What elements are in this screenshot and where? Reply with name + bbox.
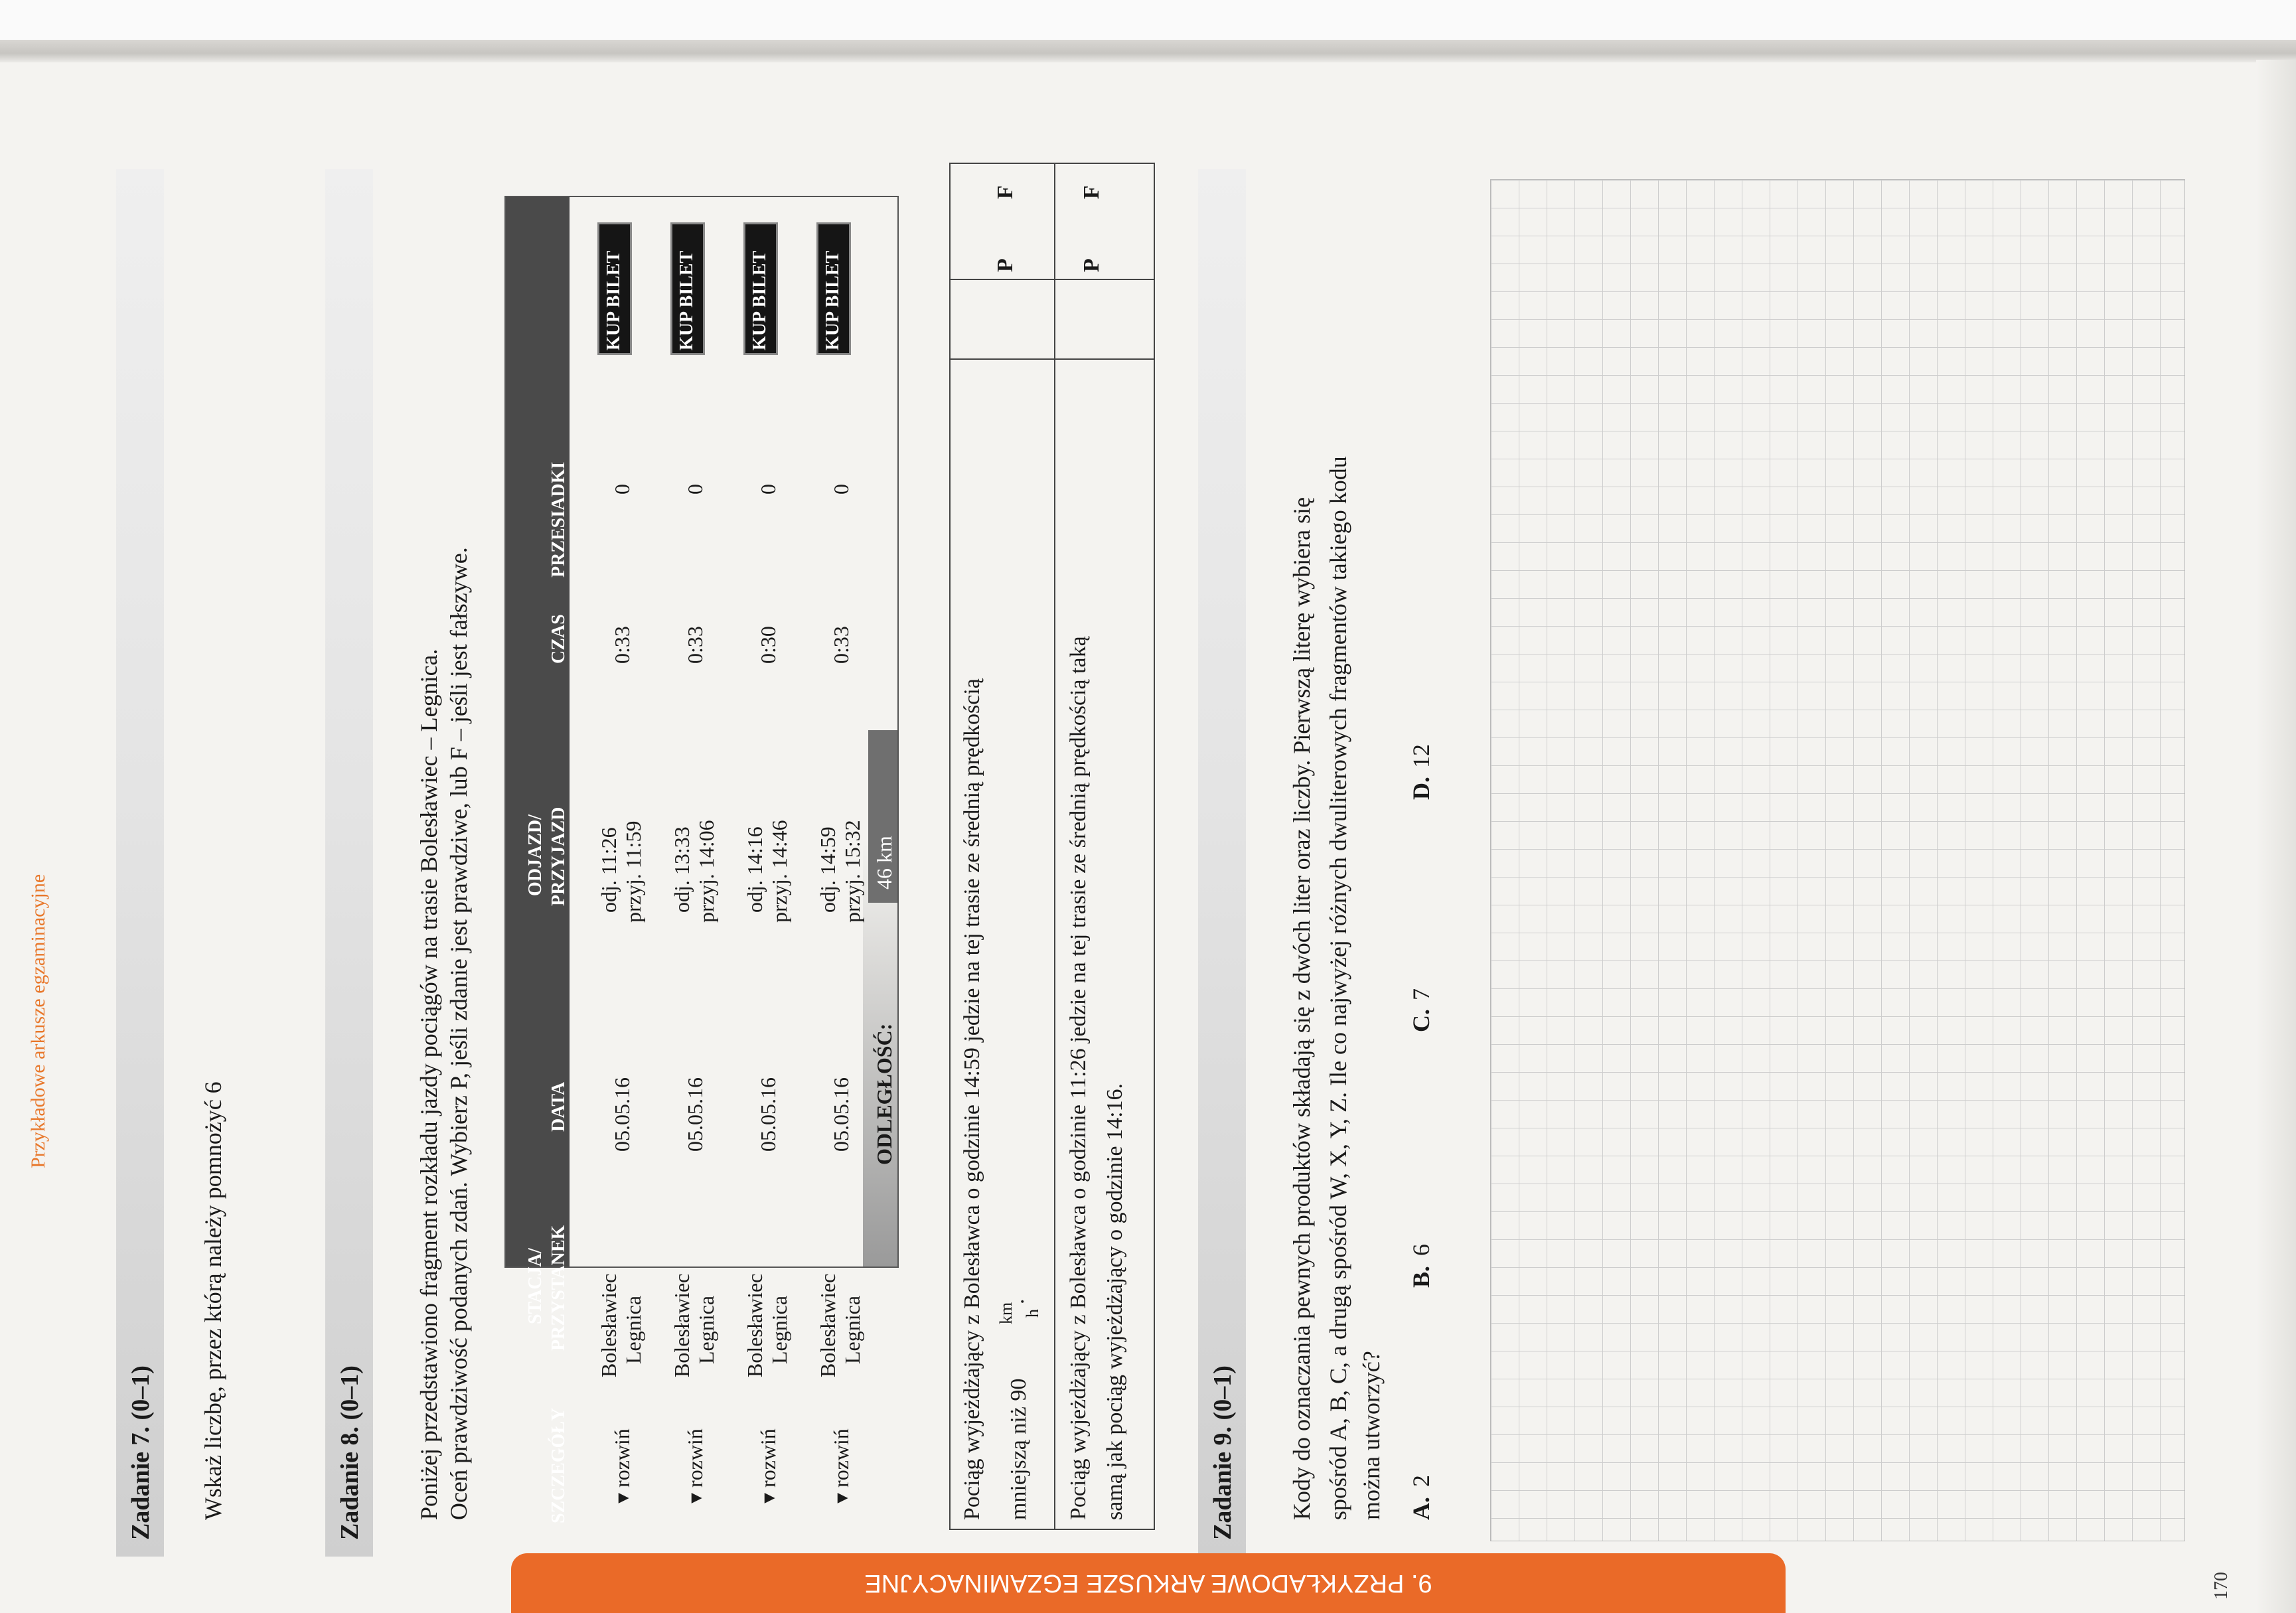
- side-tab-label-screen: 9. PRZYKŁADOWE ARKUSZE EGZAMINACYJNE: [864, 1569, 1432, 1598]
- task9-title: Zadanie 9. (0–1): [1209, 1365, 1237, 1540]
- pf-col-divider: [949, 358, 1155, 360]
- col-header-transfers: PRZESIADKI: [548, 461, 569, 577]
- task8-intro-line2: Oceń prawdziwość podanych zdań. Wybierz P, jeśli zdanie jest prawdziwe, lub F – jeśli jest fałszywe.: [445, 547, 472, 1520]
- row-dep: odj. 11:26: [597, 827, 621, 913]
- row-details: ▾ rozwiń: [756, 1428, 780, 1503]
- row-dep: odj. 14:16: [743, 826, 767, 913]
- row-time: 0:33: [683, 626, 707, 664]
- col-header-dep-2: PRZYJAZD: [548, 806, 569, 906]
- pf-col-divider: [949, 279, 1155, 280]
- row-date: 05.05.16: [829, 1077, 853, 1152]
- pf-stmt2-line1: Pociąg wyjeżdżający z Bolesławca o godzinie 11:26 jedzie na tej trasie ze średnią prędkością taką: [1066, 636, 1091, 1520]
- task9-option-b-val: 6: [1408, 1244, 1434, 1256]
- distance-value: 46 km: [872, 836, 896, 889]
- row-transfers: 0: [829, 484, 853, 495]
- row-transfers: 0: [610, 484, 634, 495]
- row-date: 05.05.16: [683, 1077, 707, 1152]
- row-details: ▾ rozwiń: [610, 1428, 634, 1503]
- task9-option-c-val: 7: [1408, 988, 1434, 1000]
- task8-title: Zadanie 8. (0–1): [336, 1365, 364, 1540]
- row-from: Bolesławiec: [816, 1273, 840, 1377]
- row-time: 0:33: [829, 626, 853, 664]
- col-header-station-2: PRZYSTANEK: [548, 1225, 569, 1351]
- pf-stmt1-p: P: [993, 258, 1018, 272]
- task9-option-d-text: D.: [1408, 777, 1434, 800]
- row-date: 05.05.16: [756, 1077, 780, 1152]
- task7-question-pre: Wskaż liczbę, przez którą należy pomnożyć 6: [200, 1081, 226, 1520]
- pf-divider: [1054, 163, 1055, 1530]
- kup-bilet-label: KUP BILET: [749, 250, 770, 350]
- row-from: Bolesławiec: [743, 1273, 767, 1377]
- row-to: Legnica: [621, 1295, 645, 1364]
- row-dep: odj. 14:59: [816, 826, 840, 913]
- pf-stmt1-end: .: [1004, 1298, 1029, 1304]
- header-label-screen: Przykładowe arkusze egzaminacyjne: [27, 874, 49, 1168]
- col-header-dep-1: ODJAZD/: [525, 814, 546, 896]
- task9-option-a-text: A.: [1408, 1497, 1434, 1520]
- task8-band: [325, 169, 373, 1557]
- row-arr: przyj. 15:32: [840, 820, 864, 923]
- task9-option-b-text: B.: [1408, 1265, 1434, 1288]
- pf-stmt1-f: F: [993, 185, 1018, 199]
- kup-bilet-label: KUP BILET: [603, 250, 624, 350]
- row-arr: przyj. 11:59: [621, 820, 645, 923]
- pf-stmt1-unit-den: h: [1023, 1309, 1042, 1318]
- task8-intro-line1: Poniżej przedstawiono fragment rozkładu jazdy pociągów na trasie Bolesławiec – Legnica.: [416, 649, 442, 1520]
- pf-stmt1-unit-num: km: [996, 1302, 1016, 1324]
- distance-label: ODLEGŁOŚĆ:: [872, 1023, 896, 1165]
- row-to: Legnica: [840, 1295, 864, 1364]
- task9-band: [1198, 169, 1246, 1557]
- pf-stmt2-p: P: [1079, 258, 1104, 272]
- row-date: 05.05.16: [610, 1077, 634, 1152]
- pf-stmt1-line2: mniejszą niż 90: [1006, 1378, 1031, 1520]
- row-time: 0:30: [756, 626, 780, 664]
- answer-grid: [1490, 179, 2185, 1541]
- row-details: ▾ rozwiń: [683, 1428, 707, 1503]
- row-to: Legnica: [694, 1295, 718, 1364]
- row-transfers: 0: [756, 484, 780, 495]
- task7-title: Zadanie 7. (0–1): [127, 1365, 155, 1540]
- task9-line1: Kody do oznaczania pewnych produktów składają się z dwóch liter oraz liczby. Pierwszą literę wybiera się: [1288, 497, 1315, 1520]
- row-arr: przyj. 14:46: [767, 820, 791, 923]
- pf-stmt1-line1: Pociąg wyjeżdżający z Bolesławca o godzinie 14:59 jedzie na tej trasie ze średnią prędkością: [960, 678, 984, 1520]
- task9-option-c-text: C.: [1408, 1009, 1434, 1032]
- row-transfers: 0: [683, 484, 707, 495]
- col-header-station-1: STACJA/: [525, 1248, 546, 1324]
- task9-line3: można utworzyć?: [1358, 1351, 1385, 1520]
- task9-option-d-val: 12: [1408, 744, 1434, 768]
- pf-stmt2-f: F: [1079, 185, 1104, 199]
- row-time: 0:33: [610, 626, 634, 664]
- col-header-date: DATA: [548, 1081, 569, 1132]
- kup-bilet-label: KUP BILET: [822, 250, 843, 350]
- task7-band: [116, 169, 164, 1557]
- pf-stmt2-line2: samą jak pociąg wyjeżdżający o godzinie 14:16.: [1103, 1083, 1127, 1520]
- task9-option-a-val: 2: [1408, 1475, 1434, 1487]
- row-arr: przyj. 14:06: [694, 820, 718, 923]
- col-header-details: SZCZEGÓŁY: [548, 1407, 569, 1523]
- row-to: Legnica: [767, 1295, 791, 1364]
- row-details: ▾ rozwiń: [829, 1428, 853, 1503]
- row-dep: odj. 13:33: [670, 826, 694, 913]
- row-from: Bolesławiec: [597, 1273, 621, 1377]
- page-number-screen: 170: [2211, 1572, 2232, 1600]
- kup-bilet-label: KUP BILET: [676, 250, 697, 350]
- col-header-time: CZAS: [548, 614, 569, 664]
- row-from: Bolesławiec: [670, 1273, 694, 1377]
- task9-line2: spośród A, B, C, a drugą spośród W, X, Y, Z. Ile co najwyżej różnych dwuliterowych fragmentów takiego kodu: [1325, 456, 1351, 1520]
